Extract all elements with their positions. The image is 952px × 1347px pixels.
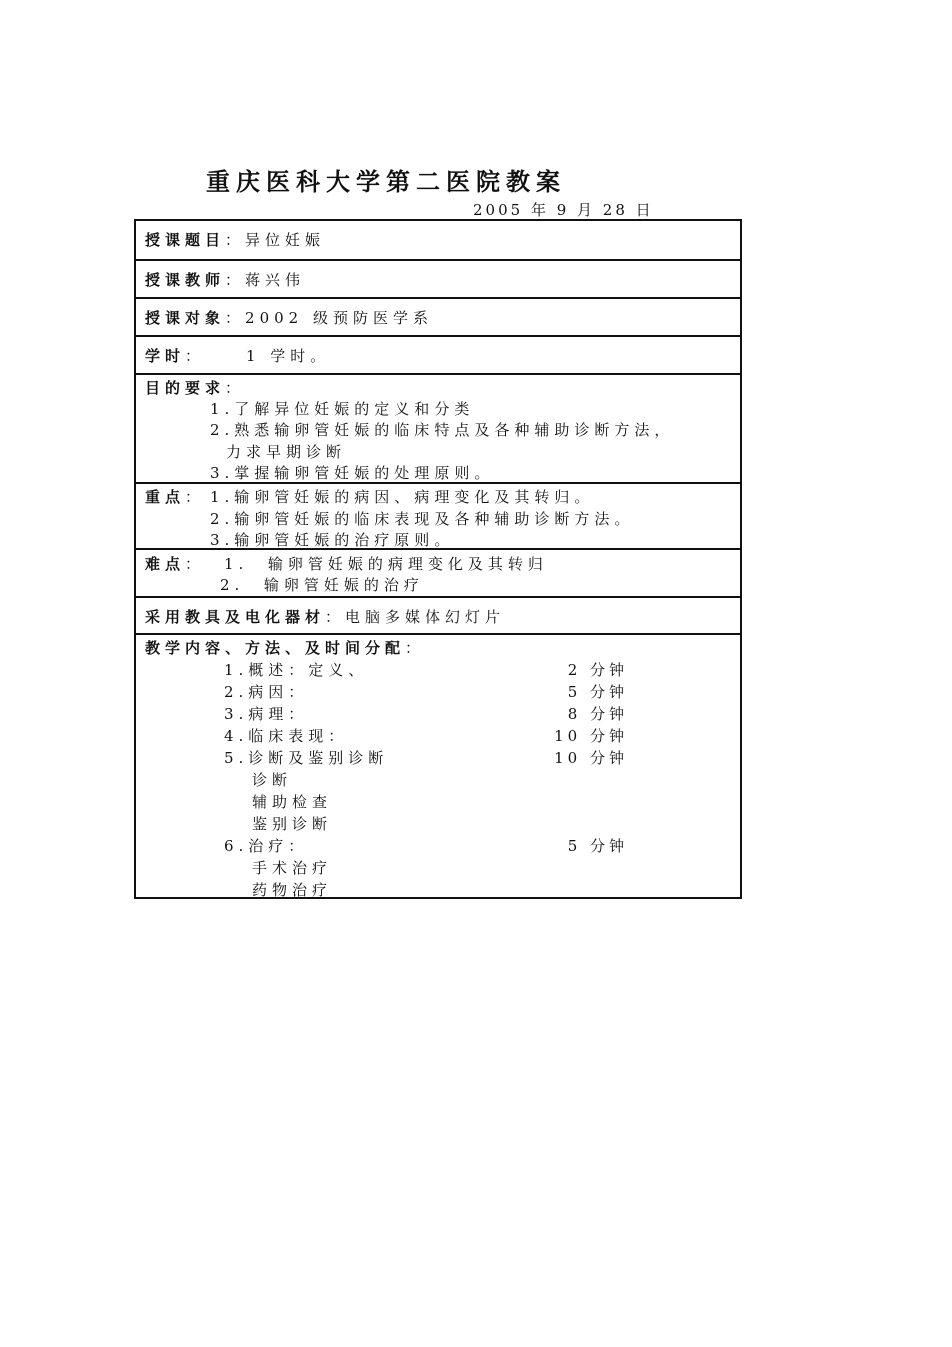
teacher-value: 蒋兴伟 <box>245 271 306 289</box>
difficulty-item: 2. 输卵管妊娠的治疗 <box>220 576 424 594</box>
document-title: 重庆医科大学第二医院教案 <box>206 168 566 196</box>
teacher-sep: ： <box>225 271 246 289</box>
content-item-time: 5 分钟 <box>567 837 628 855</box>
row-hours <box>136 335 740 373</box>
objectives-label: 目的要求 <box>145 379 226 397</box>
content-subitem: 药物治疗 <box>252 881 333 899</box>
row-audience <box>136 297 740 335</box>
content-subitem: 手术治疗 <box>252 859 333 877</box>
audience-sep: ： <box>225 309 246 327</box>
content-item: 1.概述：定义、 <box>224 661 369 679</box>
objective-item: 2.熟悉输卵管妊娠的临床特点及各种辅助诊断方法， <box>210 421 675 439</box>
row-key-points <box>136 482 740 548</box>
objective-item: 力求早期诊断 <box>226 443 347 461</box>
topic-label: 授课题目 <box>145 231 226 249</box>
content-subitem: 鉴别诊断 <box>252 815 333 833</box>
key-point-item: 3.输卵管妊娠的治疗原则。 <box>210 531 455 549</box>
content-subitem: 辅助检查 <box>252 793 333 811</box>
content-item-time: 2 分钟 <box>567 661 628 679</box>
difficulties-label: 难点 <box>145 555 186 573</box>
objectives-sep: ： <box>225 379 246 397</box>
key-points-label: 重点 <box>145 488 186 506</box>
row-objectives <box>136 373 740 482</box>
topic-sep: ： <box>225 231 246 249</box>
equipment-value: 电脑多媒体幻灯片 <box>345 608 506 626</box>
content-item: 3.病理： <box>224 705 309 723</box>
content-subitem: 诊断 <box>252 771 293 789</box>
difficulties-sep: ： <box>185 555 206 573</box>
content-item-time: 10 分钟 <box>554 749 628 767</box>
audience-value: 2002 级预防医学系 <box>245 309 433 327</box>
content-item: 2.病因： <box>224 683 309 701</box>
content-item-time: 8 分钟 <box>567 705 628 723</box>
lesson-plan-table <box>134 219 742 899</box>
objective-item: 3.掌握输卵管妊娠的处理原则。 <box>210 464 495 482</box>
hours-label: 学时 <box>145 347 186 365</box>
row-content <box>136 633 740 897</box>
row-difficulties <box>136 548 740 596</box>
key-point-item: 1.输卵管妊娠的病因、病理变化及其转归。 <box>210 488 595 506</box>
objective-item: 1.了解异位妊娠的定义和分类 <box>210 400 475 418</box>
content-sep: ： <box>405 639 426 657</box>
equipment-sep: ： <box>325 608 346 626</box>
hours-value: 1 学时。 <box>246 347 331 365</box>
audience-label: 授课对象 <box>145 309 226 327</box>
content-item-time: 10 分钟 <box>554 727 628 745</box>
row-topic <box>136 221 740 259</box>
content-item: 5.诊断及鉴别诊断 <box>224 749 389 767</box>
difficulty-item: 1. 输卵管妊娠的病理变化及其转归 <box>224 555 548 573</box>
content-item-time: 5 分钟 <box>567 683 628 701</box>
row-equipment <box>136 596 740 633</box>
content-item: 6.治疗： <box>224 837 309 855</box>
key-points-sep: ： <box>185 488 206 506</box>
teacher-label: 授课教师 <box>145 271 226 289</box>
content-label: 教学内容、方法、及时间分配 <box>145 639 406 657</box>
row-teacher <box>136 259 740 297</box>
document-date: 2005 年 9 月 28 日 <box>473 201 654 219</box>
topic-value: 异位妊娠 <box>245 231 326 249</box>
content-item: 4.临床表现： <box>224 727 349 745</box>
equipment-label: 采用教具及电化器材 <box>145 608 326 626</box>
key-point-item: 2.输卵管妊娠的临床表现及各种辅助诊断方法。 <box>210 510 635 528</box>
hours-sep: ： <box>185 347 206 365</box>
